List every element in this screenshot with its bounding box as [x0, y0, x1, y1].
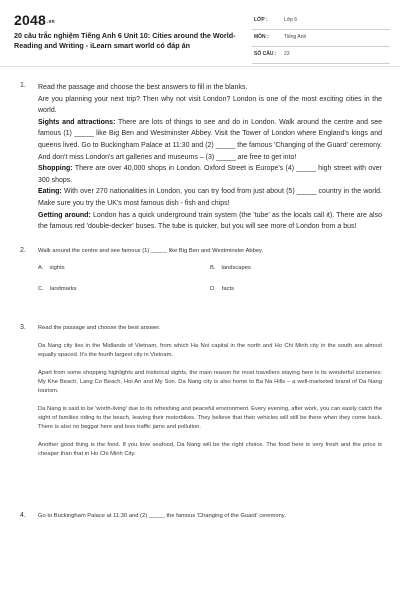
questions-list [0, 70, 400, 459]
paragraph-heading: Sights and attractions: [38, 118, 116, 126]
question-3 [0, 324, 400, 459]
option-letter: C. [38, 285, 44, 292]
option-text: landscapes [221, 264, 251, 271]
question-stem: Read the passage and choose the best answer. [38, 324, 161, 331]
paragraph-heading: Eating: [38, 188, 62, 196]
option-text: sights [49, 264, 65, 271]
paragraph-heading: Getting around: [38, 211, 91, 219]
option-letter: D. [210, 285, 216, 292]
passage-paragraph [38, 163, 382, 186]
passage-paragraph [38, 186, 382, 209]
question-number: 2. [20, 246, 26, 254]
option-letter: B. [210, 264, 216, 271]
site-logo[interactable] [14, 12, 55, 28]
passage-paragraph [38, 117, 382, 163]
logo-main: 2048 [14, 12, 46, 28]
option-text: facts [221, 285, 235, 292]
meta-label: MÔN : [254, 34, 269, 40]
logo-suffix: .vn [46, 19, 55, 25]
question-stem: Go to Buckingham Palace at 11:30 and (2) _____ the famous 'Changing of the Guard' ceremony. [38, 513, 286, 519]
passage-paragraph: Da Nang is said to be 'worth-living' due to its refreshing and peaceful environment. Every evening, after work, you can easily catch the sight of families riding to the beach, leaving their motorbikes. They believe that their vehicles will still be there when they come back. There is also no beggar here and less traffic jams and pollution. [38, 405, 382, 430]
question-1 [0, 82, 400, 233]
option-c[interactable] [38, 286, 77, 292]
paragraph-text: There are over 40,000 shops in London. Oxford Street is Europe's (4) _____ high street with over 300 shops. [38, 165, 382, 184]
question-4 [0, 512, 400, 521]
question-instruction: Read the passage and choose the best answers to fill in the blanks. [38, 84, 248, 91]
answer-options [38, 265, 382, 311]
passage-paragraph: Apart from some shopping highlights and historical sights, the main reason for most travellers staying here is its wonderful sceneries: My Khe Beach, Lang Co Beach, Hoi An and My Son. Da Nang city is also home to Ba Na Hills – a well-marketed brand of Da Nang tourism. [38, 369, 382, 394]
paragraph-heading: Shopping: [38, 165, 73, 173]
option-text: landmarks [49, 285, 77, 292]
meta-value: Tiếng Anh [284, 34, 307, 40]
passage-intro: Are you planning your next trip? Then why not visit London? London is one of the most exciting cities in the world. [38, 95, 382, 115]
meta-label: SỐ CÂU : [254, 51, 277, 57]
option-d[interactable] [210, 286, 234, 292]
meta-value: 23 [284, 51, 290, 57]
question-number: 3. [20, 323, 26, 331]
option-a[interactable] [38, 265, 65, 271]
meta-row-class [252, 13, 390, 30]
meta-label: LỚP : [254, 17, 268, 23]
meta-row-subject [252, 30, 390, 47]
document-title: 20 câu trắc nghiệm Tiếng Anh 6 Unit 10: Cities around the World- Reading and Writing - iLearn smart world có đáp án [14, 31, 236, 50]
passage-paragraph: Another good thing is the food. If you love seafood, Da Nang will be the right choice. The food here is very fresh and the price is cheaper than that in Ho Chi Minh City. [38, 441, 382, 457]
page-header [0, 0, 400, 66]
paragraph-text: London has a quick underground train system (the 'tube' as the locals call it). There are also the famous red 'double-decker' buses. The tube is quicker, but you will see more of London from a bus! [38, 211, 382, 231]
option-letter: A. [38, 264, 44, 271]
question-stem: Walk around the centre and see famous (1) _____ like Big Ben and Westminster Abbey. [38, 247, 264, 254]
meta-value: Lớp 6 [284, 17, 298, 23]
paragraph-text: With over 270 nationalities in London, you can try food from just about (5) _____ country in the world. Make sure you try the UK's most famous dish - fish and chips! [38, 188, 382, 207]
question-number: 4. [20, 512, 26, 519]
meta-row-count [252, 47, 390, 64]
passage-paragraph: Da Nang city lies in the Midlands of Vietnam, from which Ha Noi capital in the north and Ho Chi Minh city in the south are almost equally spaced. It's the fourth largest city in Vietnam. [38, 342, 382, 358]
option-b[interactable] [210, 265, 251, 271]
question-number: 1. [20, 82, 26, 89]
meta-info [252, 13, 390, 64]
header-divider [0, 66, 400, 67]
paragraph-text: There are lots of things to see and do in London. Walk around the centre and see famous (1) _____ like Big Ben and Westminster Abbey. Visit the Tower of London where England's kings and queens lived. Go to Buckingham Palace at 11:30 and (2) _____ the famous 'Changing of the Guard' ceremony. And don't miss London's art galleries and museums – (3) _____ are free to get into! [38, 118, 382, 161]
question-2 [0, 247, 400, 311]
passage-paragraph [38, 210, 382, 233]
